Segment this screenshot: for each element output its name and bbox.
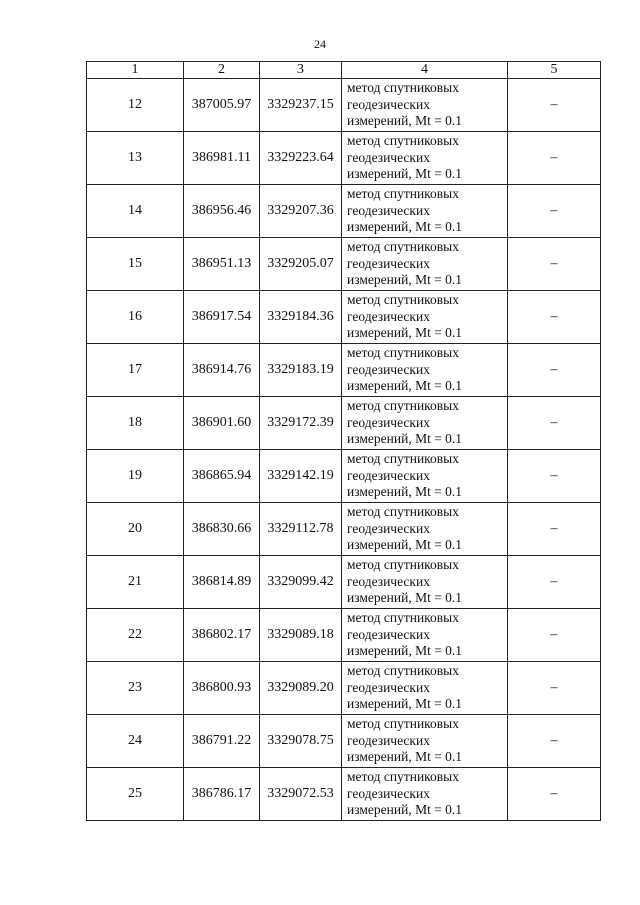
x-coordinate-cell: 386865.94: [184, 450, 260, 503]
note-cell: –: [508, 185, 601, 238]
method-line: измерений, Mt = 0.1: [347, 749, 463, 765]
method-line: метод спутниковых: [347, 292, 459, 308]
method-line: измерений, Mt = 0.1: [347, 484, 463, 500]
point-number-cell: 17: [87, 344, 184, 397]
method-line: измерений, Mt = 0.1: [347, 431, 463, 447]
method-line: геодезических: [347, 255, 430, 271]
note-cell: –: [508, 662, 601, 715]
method-line: измерений, Mt = 0.1: [347, 272, 463, 288]
method-line: геодезических: [347, 96, 430, 112]
method-line: измерений, Mt = 0.1: [347, 378, 463, 394]
note-cell: –: [508, 397, 601, 450]
table-row: [87, 609, 601, 662]
column-header-3: 3: [260, 62, 342, 79]
table-row: [87, 132, 601, 185]
method-line: измерений, Mt = 0.1: [347, 537, 463, 553]
x-coordinate-cell: 386951.13: [184, 238, 260, 291]
method-line: метод спутниковых: [347, 504, 459, 520]
method-cell: [342, 397, 508, 450]
table-row: [87, 79, 601, 132]
y-coordinate-cell: 3329237.15: [260, 79, 342, 132]
method-line: метод спутниковых: [347, 663, 459, 679]
method-cell: [342, 291, 508, 344]
method-cell: [342, 344, 508, 397]
point-number-cell: 13: [87, 132, 184, 185]
method-line: геодезических: [347, 732, 430, 748]
method-line: геодезических: [347, 679, 430, 695]
x-coordinate-cell: 387005.97: [184, 79, 260, 132]
point-number-cell: 14: [87, 185, 184, 238]
page-number: 24: [314, 37, 326, 51]
note-cell: –: [508, 503, 601, 556]
method-line: метод спутниковых: [347, 186, 459, 202]
x-coordinate-cell: 386956.46: [184, 185, 260, 238]
method-line: метод спутниковых: [347, 80, 459, 96]
column-header-5: 5: [508, 62, 601, 79]
method-line: измерений, Mt = 0.1: [347, 219, 463, 235]
y-coordinate-cell: 3329142.19: [260, 450, 342, 503]
method-line: геодезических: [347, 149, 430, 165]
y-coordinate-cell: 3329207.36: [260, 185, 342, 238]
table-row: [87, 291, 601, 344]
x-coordinate-cell: 386981.11: [184, 132, 260, 185]
note-cell: –: [508, 768, 601, 821]
table-row: [87, 185, 601, 238]
x-coordinate-cell: 386800.93: [184, 662, 260, 715]
note-cell: –: [508, 344, 601, 397]
method-line: измерений, Mt = 0.1: [347, 590, 463, 606]
method-cell: [342, 556, 508, 609]
method-line: измерений, Mt = 0.1: [347, 802, 463, 818]
method-line: метод спутниковых: [347, 451, 459, 467]
y-coordinate-cell: 3329078.75: [260, 715, 342, 768]
table-row: [87, 238, 601, 291]
table-row: [87, 450, 601, 503]
point-number-cell: 16: [87, 291, 184, 344]
y-coordinate-cell: 3329223.64: [260, 132, 342, 185]
point-number-cell: 12: [87, 79, 184, 132]
table-row: [87, 503, 601, 556]
table-row: [87, 344, 601, 397]
method-line: геодезических: [347, 785, 430, 801]
point-number-cell: 25: [87, 768, 184, 821]
note-cell: –: [508, 715, 601, 768]
y-coordinate-cell: 3329183.19: [260, 344, 342, 397]
point-number-cell: 18: [87, 397, 184, 450]
method-cell: [342, 662, 508, 715]
method-cell: [342, 715, 508, 768]
table-row: [87, 662, 601, 715]
x-coordinate-cell: 386901.60: [184, 397, 260, 450]
method-line: измерений, Mt = 0.1: [347, 166, 463, 182]
method-cell: [342, 79, 508, 132]
coordinates-table: [86, 61, 601, 821]
table-row: [87, 397, 601, 450]
method-cell: [342, 503, 508, 556]
note-cell: –: [508, 79, 601, 132]
method-line: геодезических: [347, 361, 430, 377]
y-coordinate-cell: 3329072.53: [260, 768, 342, 821]
method-line: геодезических: [347, 467, 430, 483]
point-number-cell: 20: [87, 503, 184, 556]
column-header-1: 1: [87, 62, 184, 79]
method-line: геодезических: [347, 573, 430, 589]
point-number-cell: 24: [87, 715, 184, 768]
method-line: геодезических: [347, 414, 430, 430]
method-cell: [342, 450, 508, 503]
method-line: измерений, Mt = 0.1: [347, 113, 463, 129]
method-cell: [342, 238, 508, 291]
note-cell: –: [508, 556, 601, 609]
x-coordinate-cell: 386914.76: [184, 344, 260, 397]
y-coordinate-cell: 3329172.39: [260, 397, 342, 450]
method-line: метод спутниковых: [347, 133, 459, 149]
method-line: измерений, Mt = 0.1: [347, 643, 463, 659]
x-coordinate-cell: 386786.17: [184, 768, 260, 821]
method-cell: [342, 185, 508, 238]
x-coordinate-cell: 386791.22: [184, 715, 260, 768]
table-header-row: [87, 62, 601, 79]
column-header-4: 4: [342, 62, 508, 79]
point-number-cell: 19: [87, 450, 184, 503]
method-line: геодезических: [347, 626, 430, 642]
x-coordinate-cell: 386830.66: [184, 503, 260, 556]
method-line: метод спутниковых: [347, 716, 459, 732]
method-line: метод спутниковых: [347, 345, 459, 361]
method-line: метод спутниковых: [347, 398, 459, 414]
method-line: метод спутниковых: [347, 239, 459, 255]
y-coordinate-cell: 3329089.18: [260, 609, 342, 662]
method-line: метод спутниковых: [347, 557, 459, 573]
x-coordinate-cell: 386814.89: [184, 556, 260, 609]
method-cell: [342, 132, 508, 185]
point-number-cell: 21: [87, 556, 184, 609]
y-coordinate-cell: 3329112.78: [260, 503, 342, 556]
method-line: метод спутниковых: [347, 610, 459, 626]
method-line: измерений, Mt = 0.1: [347, 325, 463, 341]
table-row: [87, 556, 601, 609]
y-coordinate-cell: 3329099.42: [260, 556, 342, 609]
table-body: [87, 79, 601, 821]
note-cell: –: [508, 238, 601, 291]
method-line: измерений, Mt = 0.1: [347, 696, 463, 712]
x-coordinate-cell: 386802.17: [184, 609, 260, 662]
point-number-cell: 22: [87, 609, 184, 662]
column-header-2: 2: [184, 62, 260, 79]
note-cell: –: [508, 132, 601, 185]
table-row: [87, 768, 601, 821]
point-number-cell: 23: [87, 662, 184, 715]
note-cell: –: [508, 291, 601, 344]
method-line: геодезических: [347, 308, 430, 324]
y-coordinate-cell: 3329184.36: [260, 291, 342, 344]
x-coordinate-cell: 386917.54: [184, 291, 260, 344]
y-coordinate-cell: 3329089.20: [260, 662, 342, 715]
method-line: метод спутниковых: [347, 769, 459, 785]
table-row: [87, 715, 601, 768]
method-line: геодезических: [347, 520, 430, 536]
y-coordinate-cell: 3329205.07: [260, 238, 342, 291]
method-line: геодезических: [347, 202, 430, 218]
method-cell: [342, 609, 508, 662]
method-cell: [342, 768, 508, 821]
point-number-cell: 15: [87, 238, 184, 291]
note-cell: –: [508, 609, 601, 662]
note-cell: –: [508, 450, 601, 503]
